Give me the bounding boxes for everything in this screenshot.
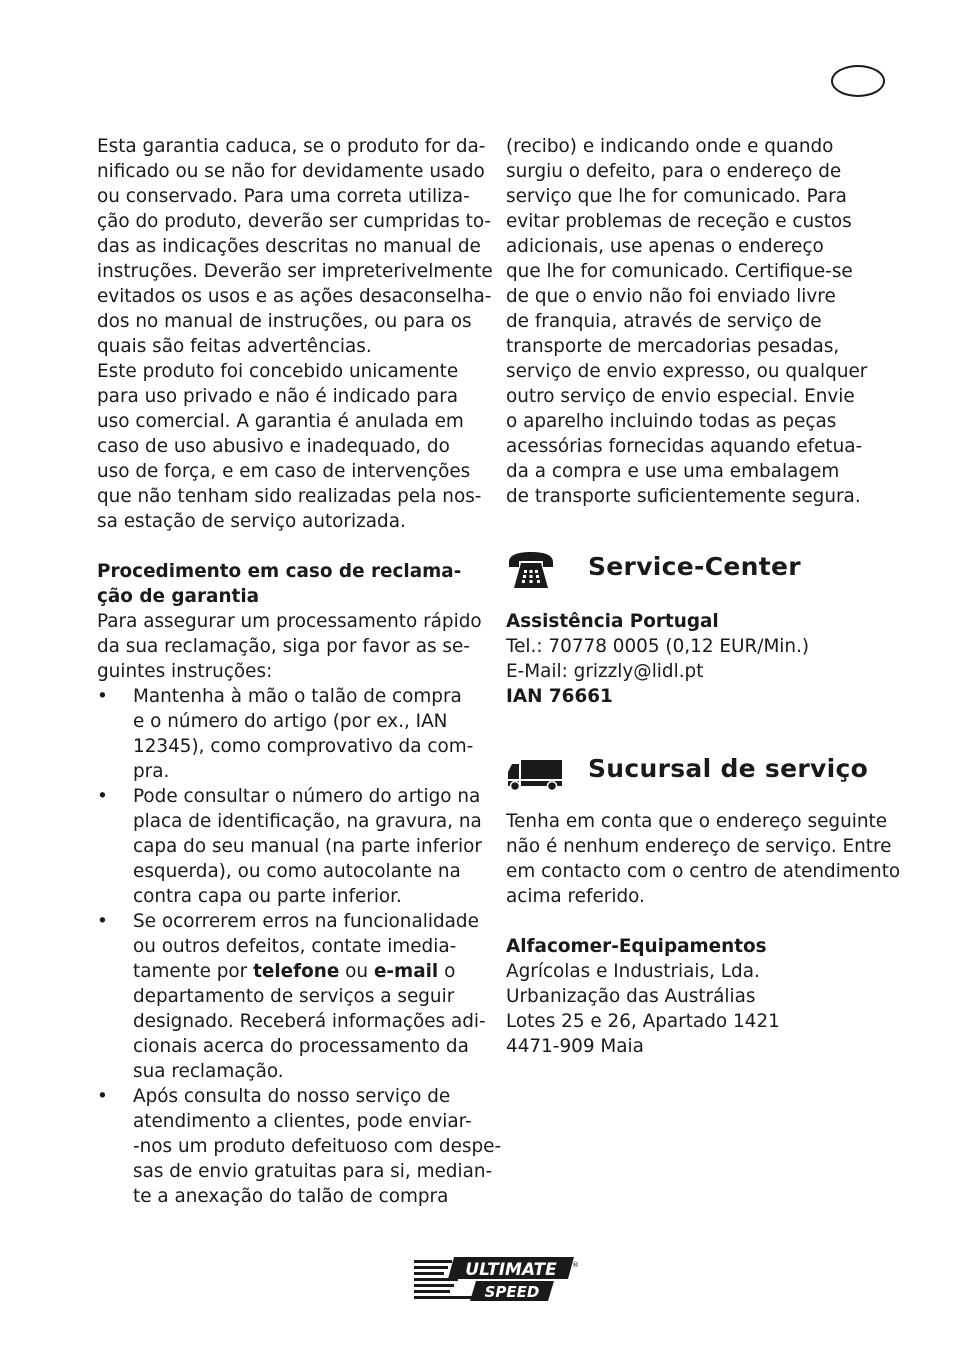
text-line: da a compra e use uma embalagem — [506, 461, 840, 482]
bullet-item-contact — [97, 909, 486, 1084]
text-line: acessórias fornecidas aquando efetua- — [506, 436, 863, 457]
heading-line: ção de garantia — [97, 586, 260, 607]
text-line: Tenha em conta que o endereço seguinte — [506, 811, 888, 832]
text-line: uso de força, e em caso de intervenções — [97, 461, 471, 482]
heading-line: Procedimento em caso de reclama- — [97, 561, 462, 582]
private-use-paragraph — [97, 359, 481, 534]
procedure-heading — [97, 559, 481, 609]
text-line: da sua reclamação, siga por favor as se- — [97, 636, 470, 657]
text-line: dos no manual de instruções, ou para os — [97, 311, 472, 332]
service-center-org: Assistência Portugal — [506, 611, 719, 632]
text-line: serviço que lhe for comunicado. Para — [506, 186, 847, 207]
text-line: Esta garantia caduca, se o produto for da- — [97, 136, 486, 157]
text-line: outro serviço de envio especial. Envie — [506, 386, 855, 407]
text-line: placa de identificação, na gravura, na — [133, 811, 482, 832]
bullet-item-receipt — [97, 684, 481, 784]
text-line: evitados os usos e as ações desaconselha- — [97, 286, 492, 307]
text-line: de franquia, através de serviço de — [506, 311, 822, 332]
service-branch-title: Sucursal de serviço — [588, 754, 869, 783]
logo-text-speed: SPEED — [484, 1283, 540, 1301]
text-span: tamente por — [133, 961, 254, 982]
text-line: ou outros defeitos, contate imedia- — [133, 936, 457, 957]
bullet-marker: • — [97, 911, 108, 932]
truck-icon — [506, 752, 564, 792]
text-line: Se ocorrerem erros na funcionalidade — [133, 911, 479, 932]
text-line: guintes instruções: — [97, 661, 273, 682]
address-line: Lotes 25 e 26, Apartado 1421 — [506, 1011, 780, 1032]
procedure-intro — [97, 609, 481, 684]
text-line: de que o envio não foi enviado livre — [506, 286, 836, 307]
text-line: instruções. Deverão ser impreterivelmente — [97, 261, 493, 282]
text-line: surgiu o defeito, para o endereço de — [506, 161, 842, 182]
bullet-marker: • — [97, 786, 108, 807]
service-center-email: E-Mail: grizzly@lidl.pt — [506, 661, 704, 682]
text-line: Mantenha à mão o talão de compra — [133, 686, 462, 707]
registered-mark: ® — [572, 1261, 579, 1269]
service-branch-details — [506, 809, 901, 1059]
warranty-paragraph — [97, 134, 493, 359]
service-center-ian: IAN 76661 — [506, 686, 613, 707]
text-line: capa do seu manual (na parte inferior — [133, 836, 482, 857]
text-line: não é nenhum endereço de serviço. Entre — [506, 836, 892, 857]
text-line: quais são feitas advertências. — [97, 336, 372, 357]
text-line: designado. Receberá informações adi- — [133, 1011, 486, 1032]
text-line: sua reclamação. — [133, 1061, 284, 1082]
text-line: caso de uso abusivo e inadequado, do — [97, 436, 450, 457]
bullet-marker: • — [97, 1086, 108, 1107]
text-line: 12345), como comprovativo da com- — [133, 736, 474, 757]
text-line: das as indicações descritas no manual de — [97, 236, 481, 257]
text-line — [133, 959, 481, 984]
service-branch-heading — [506, 752, 906, 796]
text-line: sa estação de serviço autorizada. — [97, 511, 406, 532]
left-column — [97, 134, 502, 1209]
text-line: Este produto foi concebido unicamente — [97, 361, 459, 382]
address-line: 4471-909 Maia — [506, 1036, 644, 1057]
text-line: e o número do artigo (por ex., IAN — [133, 711, 448, 732]
ultimate-speed-logo — [414, 1255, 578, 1305]
text-line: Para assegurar um processamento rápido — [97, 611, 482, 632]
right-column-continuation — [506, 134, 896, 509]
page-language-badge — [831, 65, 885, 97]
text-line: em contacto com o centro de atendimento — [506, 861, 901, 882]
text-line: nificado ou se não for devidamente usado — [97, 161, 485, 182]
text-line: (recibo) e indicando onde e quando — [506, 136, 834, 157]
bullet-marker: • — [97, 686, 108, 707]
text-line: -nos um produto defeituoso com despe- — [133, 1136, 502, 1157]
telefone-emphasis: telefone — [253, 961, 340, 982]
email-emphasis: e-mail — [373, 961, 439, 982]
service-center-heading — [506, 550, 906, 594]
text-line: serviço de envio expresso, ou qualquer — [506, 361, 868, 382]
text-span: ou — [339, 961, 374, 982]
text-span: o — [438, 961, 456, 982]
address-line: Urbanização das Austrálias — [506, 986, 756, 1007]
address-line: Agrícolas e Industriais, Lda. — [506, 961, 760, 982]
text-line: Após consulta do nosso serviço de — [133, 1086, 451, 1107]
text-line: uso comercial. A garantia é anulada em — [97, 411, 464, 432]
text-line: para uso privado e não é indicado para — [97, 386, 459, 407]
text-line: adicionais, use apenas o endereço — [506, 236, 824, 257]
bullet-item-shipping — [97, 1084, 502, 1209]
text-line: ção do produto, deverão ser cumpridas to- — [97, 211, 492, 232]
text-line: ou conservado. Para uma correta utiliza- — [97, 186, 470, 207]
text-line: esquerda), ou como autocolante na — [133, 861, 461, 882]
text-line: pra. — [133, 761, 170, 782]
text-line: o aparelho incluindo todas as peças — [506, 411, 837, 432]
text-line: Pode consultar o número do artigo na — [133, 786, 481, 807]
branch-company-name: Alfacomer-Equipamentos — [506, 936, 767, 957]
logo-text-ultimate: ULTIMATE — [465, 1260, 557, 1280]
text-line: que lhe for comunicado. Certifique-se — [506, 261, 853, 282]
text-line: te a anexação do talão de compra — [133, 1186, 449, 1207]
text-line: departamento de serviços a seguir — [133, 986, 455, 1007]
text-line: cionais acerca do processamento da — [133, 1036, 469, 1057]
text-line: que não tenham sido realizadas pela nos- — [97, 486, 482, 507]
bullet-item-article-number — [97, 784, 481, 909]
service-center-phone: Tel.: 70778 0005 (0,12 EUR/Min.) — [506, 636, 810, 657]
text-line: sas de envio gratuitas para si, median- — [133, 1161, 493, 1182]
text-line: atendimento a clientes, pode enviar- — [133, 1111, 472, 1132]
text-line: contra capa ou parte inferior. — [133, 886, 402, 907]
text-line: acima referido. — [506, 886, 645, 907]
service-center-title: Service-Center — [588, 552, 801, 581]
text-line: evitar problemas de receção e custos — [506, 211, 852, 232]
text-line: de transporte suficientemente segura. — [506, 486, 861, 507]
service-center-details — [506, 609, 896, 709]
text-line: transporte de mercadorias pesadas, — [506, 336, 840, 357]
telephone-icon — [506, 550, 556, 590]
